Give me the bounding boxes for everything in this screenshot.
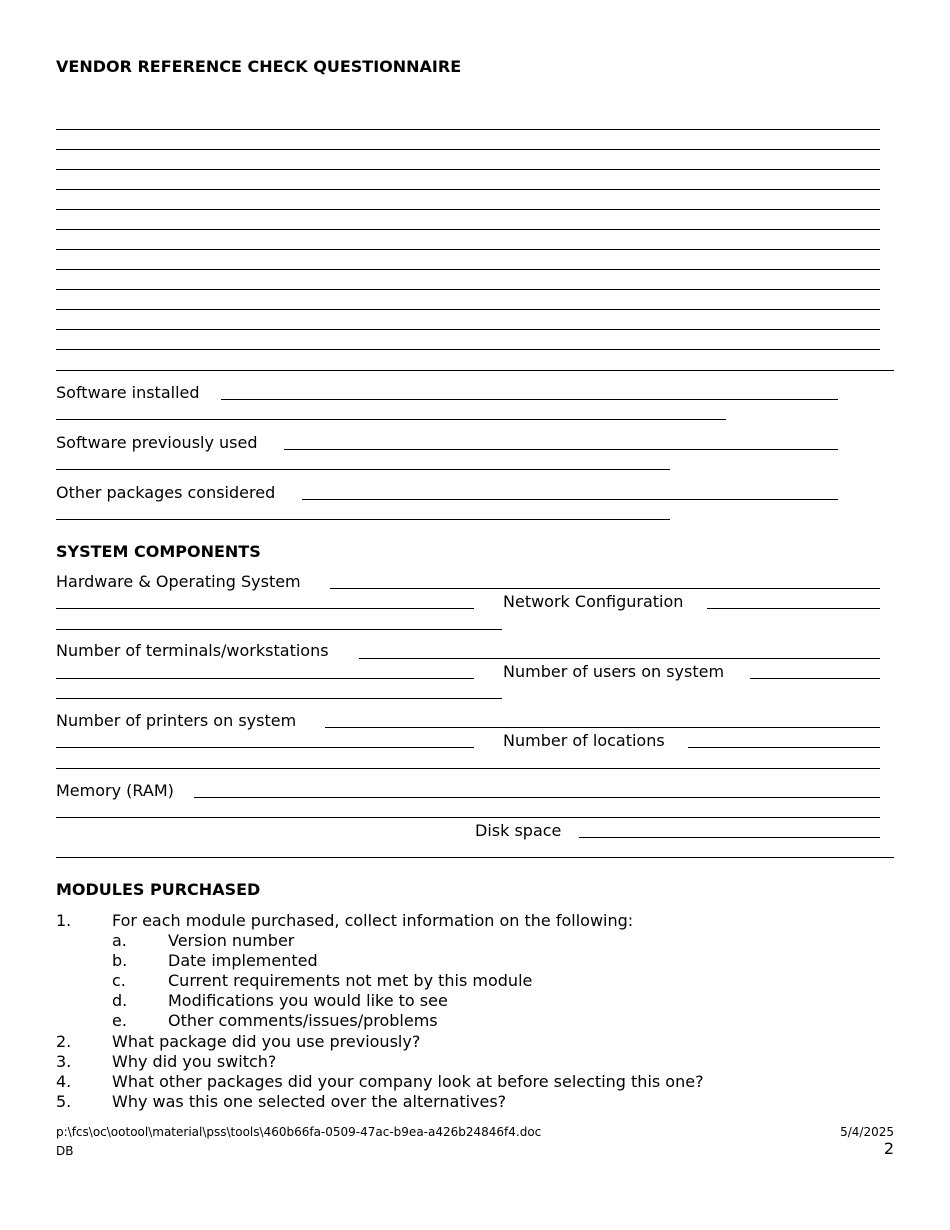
printers-field-cont[interactable] (56, 747, 474, 748)
printers-label: Number of printers on system (56, 711, 297, 730)
blank-line (56, 149, 880, 150)
other-packages-label: Other packages considered (56, 483, 276, 502)
memory-field[interactable] (194, 797, 880, 798)
blank-line (56, 289, 880, 290)
footer-date: 5/4/2025 (840, 1125, 894, 1139)
section-divider (56, 857, 894, 858)
list-item: For each module purchased, collect information on the following: (112, 911, 634, 930)
blank-line (56, 209, 880, 210)
list-item: Why was this one selected over the alternatives? (112, 1092, 507, 1111)
page-number: 2 (883, 1139, 894, 1158)
sub-item: Modifications you would like to see (168, 991, 448, 1010)
network-config-field[interactable] (707, 608, 880, 609)
document-title: VENDOR REFERENCE CHECK QUESTIONNAIRE (56, 57, 462, 76)
blank-line (56, 309, 880, 310)
footer-file-path: p:\fcs\oc\ootool\material\pss\tools\460b66fa-0509-47ac-b9ea-a426b24846f4.doc (56, 1125, 542, 1139)
memory-label: Memory (RAM) (56, 781, 174, 800)
list-item: Why did you switch? (112, 1052, 277, 1071)
other-packages-field-cont[interactable] (56, 519, 670, 520)
system-components-heading: SYSTEM COMPONENTS (56, 542, 261, 561)
locations-label: Number of locations (503, 731, 665, 750)
hardware-os-label: Hardware & Operating System (56, 572, 301, 591)
users-label: Number of users on system (503, 662, 725, 681)
list-item-number: 5. (56, 1092, 72, 1111)
software-previous-label: Software previously used (56, 433, 258, 452)
sub-item: Other comments/issues/problems (168, 1011, 438, 1030)
blank-line (56, 349, 880, 350)
sub-item-letter: a. (112, 931, 127, 950)
sub-item: Current requirements not met by this module (168, 971, 533, 990)
sub-item: Version number (168, 931, 295, 950)
blank-line (56, 329, 880, 330)
list-item-number: 1. (56, 911, 72, 930)
network-config-field-cont[interactable] (56, 629, 502, 630)
sub-item-letter: d. (112, 991, 128, 1010)
locations-field[interactable] (688, 747, 880, 748)
blank-line (56, 269, 880, 270)
memory-field-cont[interactable] (56, 817, 880, 818)
printers-field[interactable] (325, 727, 880, 728)
blank-line (56, 129, 880, 130)
modules-heading: MODULES PURCHASED (56, 880, 261, 899)
disk-space-label: Disk space (475, 821, 562, 840)
blank-line (56, 169, 880, 170)
software-previous-field-cont[interactable] (56, 469, 670, 470)
users-field[interactable] (750, 678, 880, 679)
sub-item-letter: b. (112, 951, 128, 970)
software-installed-field-cont[interactable] (56, 419, 726, 420)
other-packages-field[interactable] (302, 499, 838, 500)
terminals-field[interactable] (359, 658, 880, 659)
section-divider (56, 370, 894, 371)
sub-item-letter: c. (112, 971, 126, 990)
software-installed-field[interactable] (221, 399, 838, 400)
blank-line (56, 189, 880, 190)
list-item-number: 2. (56, 1032, 72, 1051)
sub-item-letter: e. (112, 1011, 127, 1030)
list-item: What package did you use previously? (112, 1032, 421, 1051)
list-item-number: 3. (56, 1052, 72, 1071)
sub-item: Date implemented (168, 951, 318, 970)
terminals-field-cont[interactable] (56, 678, 474, 679)
terminals-label: Number of terminals/workstations (56, 641, 329, 660)
list-item-number: 4. (56, 1072, 72, 1091)
list-item: What other packages did your company look at before selecting this one? (112, 1072, 704, 1091)
footer-initials: DB (56, 1144, 74, 1158)
hardware-os-field[interactable] (330, 588, 880, 589)
network-config-label: Network Configuration (503, 592, 684, 611)
blank-line (56, 229, 880, 230)
software-installed-label: Software installed (56, 383, 200, 402)
blank-line (56, 249, 880, 250)
disk-space-field[interactable] (579, 837, 880, 838)
users-field-cont[interactable] (56, 698, 502, 699)
hardware-os-field-cont[interactable] (56, 608, 474, 609)
software-previous-field[interactable] (284, 449, 838, 450)
locations-field-cont[interactable] (56, 768, 880, 769)
